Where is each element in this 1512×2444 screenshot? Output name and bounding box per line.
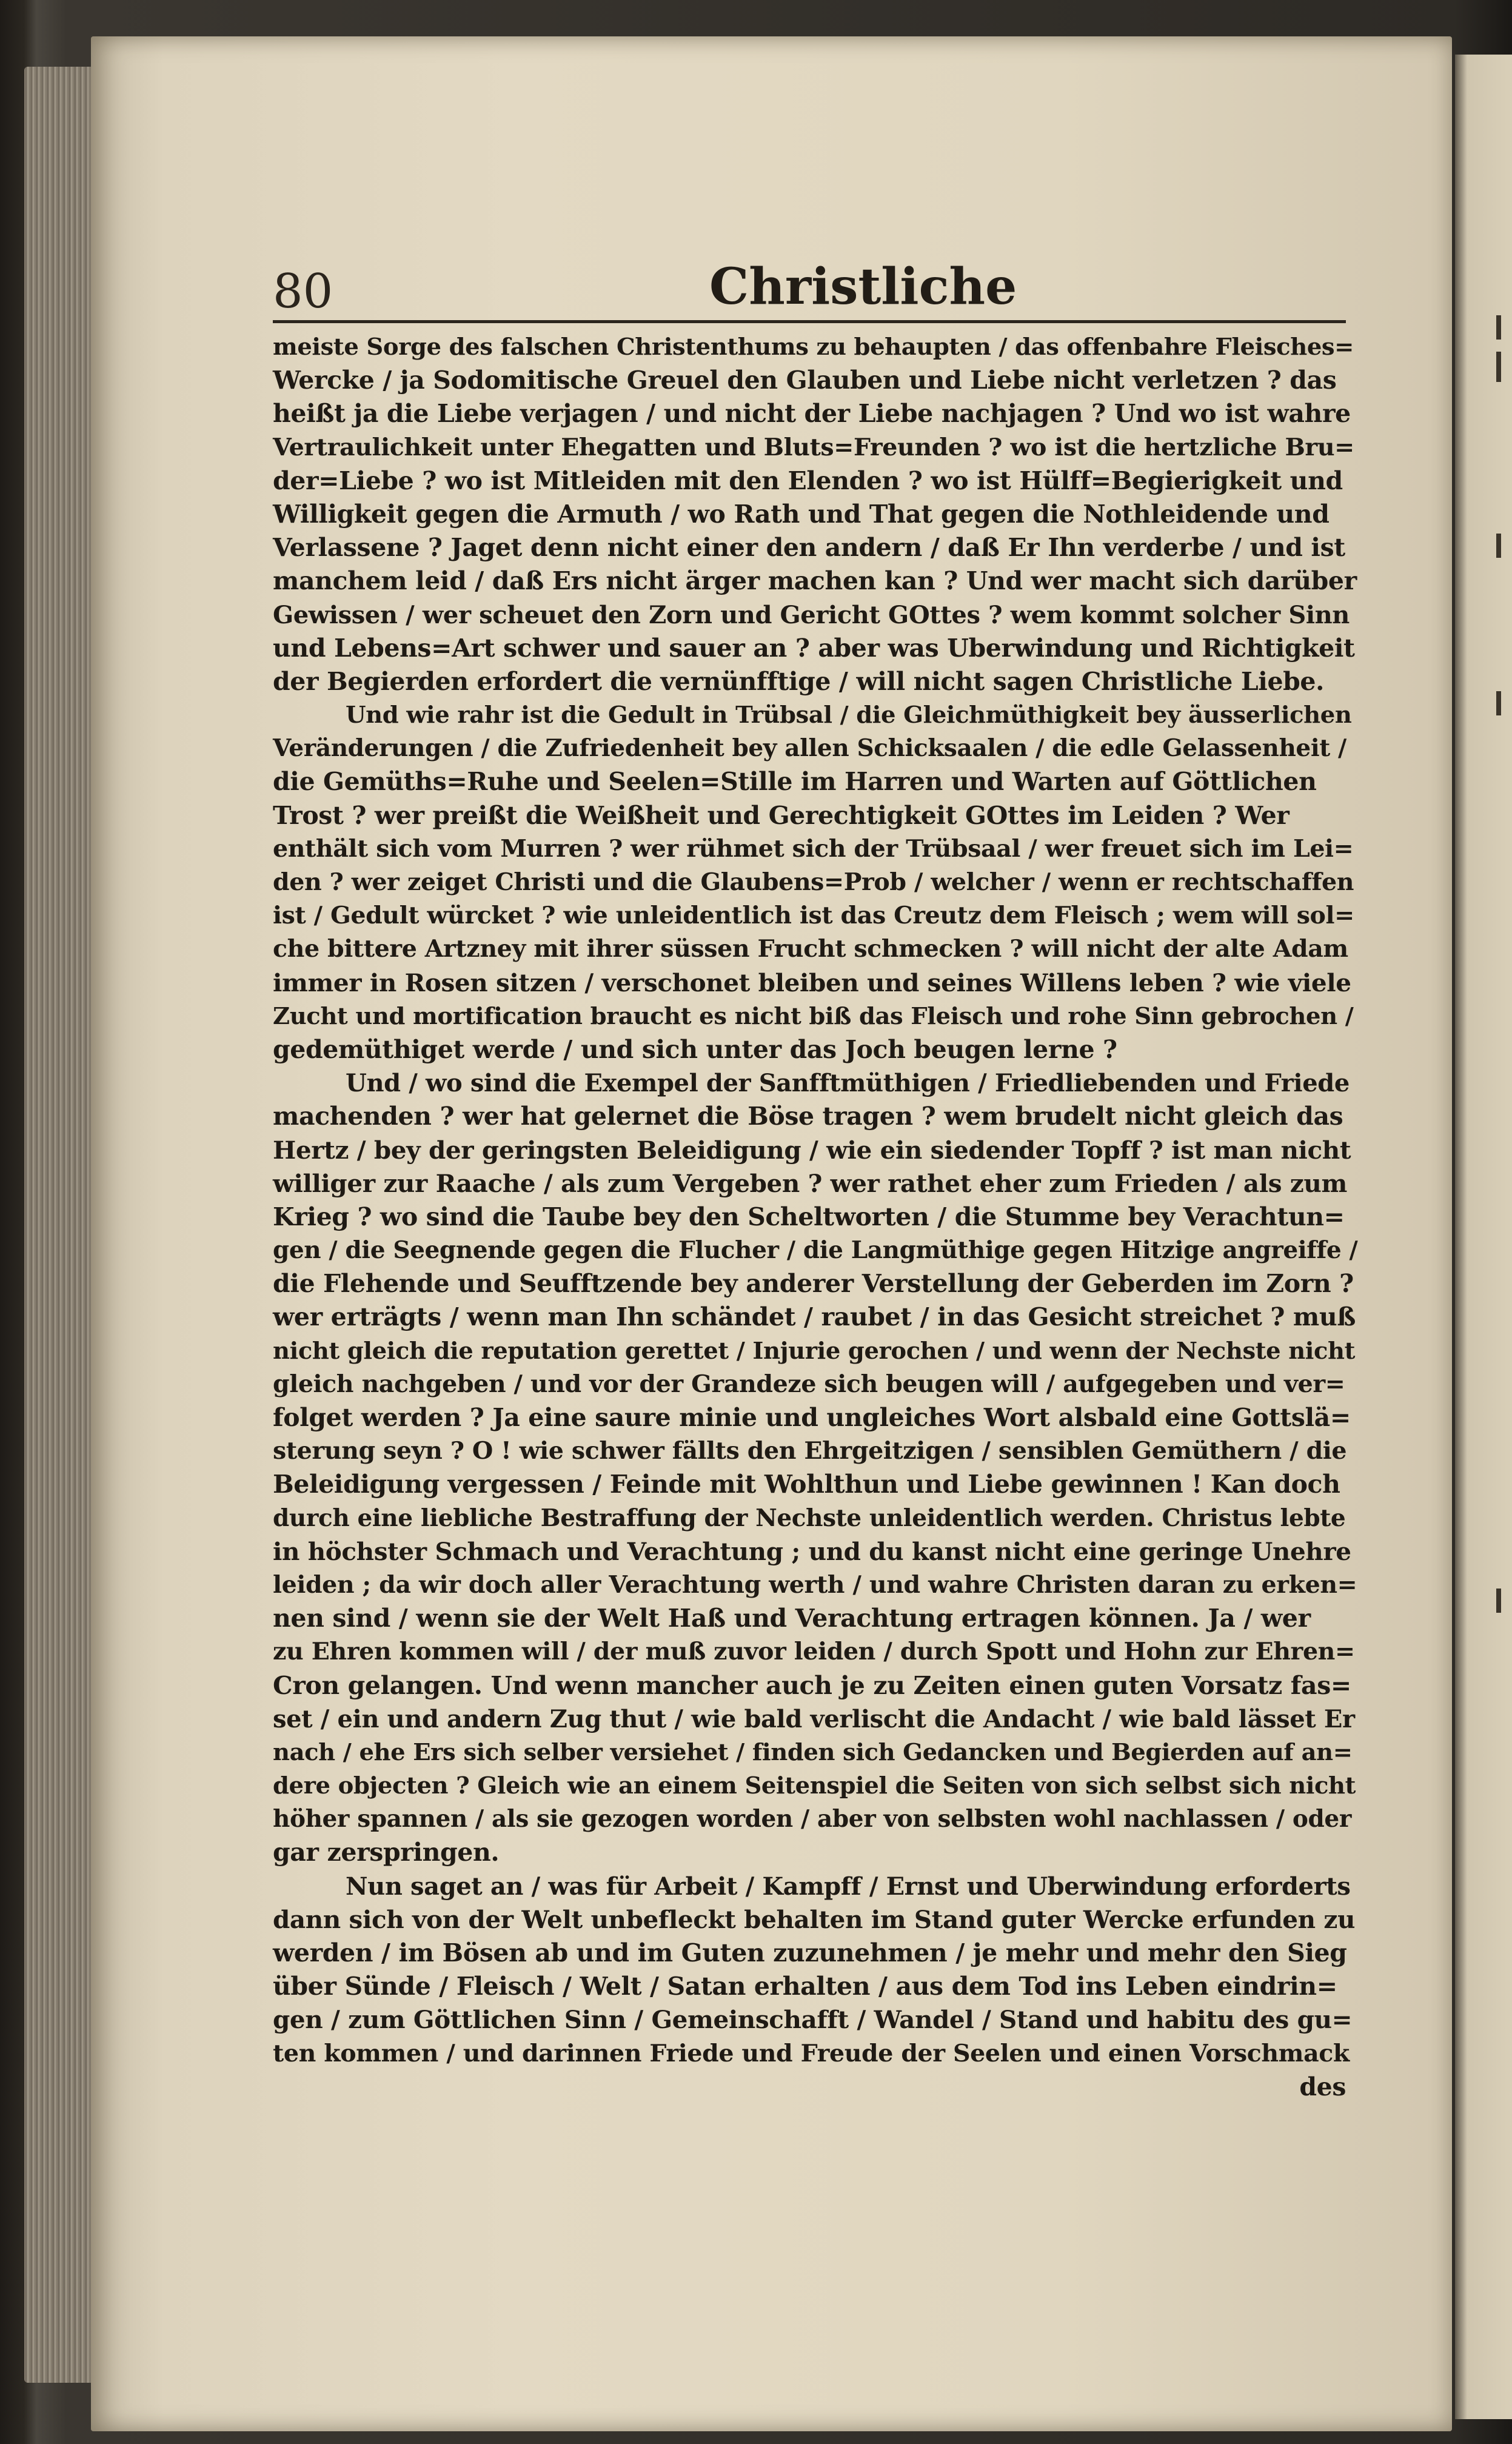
text-line: Krieg ? wo sind die Taube bey den Scheltworten / die Stumme bey Verachtun= (273, 1202, 1345, 1231)
text-line: ist / Gedult würcket ? wie unleidentlich ist das Creutz dem Fleisch ; wem will sol= (273, 902, 1354, 930)
paragraph-start-line: Und / wo sind die Exempel der Sanfftmüthigen / Friedliebenden und Friede (346, 1069, 1350, 1098)
text-line: Zucht und mortification braucht es nicht biß das Fleisch und rohe Sinn gebrochen / (273, 1002, 1354, 1030)
text-line: set / ein und andern Zug thut / wie bald verlischt die Andacht / wie bald lässet Er (273, 1704, 1355, 1733)
text-line: werden / im Bösen ab und im Guten zuzunehmen / je mehr und mehr den Sieg (273, 1938, 1347, 1967)
paragraph-start-line: Nun saget an / was für Arbeit / Kampff / Ernst und Uberwindung erforderts (346, 1872, 1351, 1901)
text-line: gar zerspringen. (273, 1838, 500, 1867)
text-line: gen / die Seegnende gegen die Flucher / die Langmüthige gegen Hitzige angreiffe / (273, 1236, 1358, 1265)
text-line: den ? wer zeiget Christi und die Glaubens=Prob / welcher / wenn er rechtschaffen (273, 868, 1354, 896)
text-line: Wercke / ja Sodomitische Greuel den Glauben und Liebe nicht verletzen ? das (273, 366, 1337, 395)
text-line: Vertraulichkeit unter Ehegatten und Bluts=Freunden ? wo ist die hertzliche Bru= (273, 433, 1354, 461)
text-line: heißt ja die Liebe verjagen / und nicht der Liebe nachjagen ? Und wo ist wahre (273, 399, 1351, 429)
text-line: immer in Rosen sitzen / verschonet bleiben und seines Willens leben ? wie viele (273, 968, 1351, 997)
text-line: Gewissen / wer scheuet den Zorn und Gericht GOttes ? wem kommt solcher Sinn (273, 600, 1350, 629)
text-line: dann sich von der Welt unbefleckt behalten im Stand guter Wercke erfunden zu (273, 1904, 1356, 1934)
text-line: gleich nachgeben / und vor der Grandeze sich beugen will / aufgegeben und ver= (273, 1370, 1345, 1398)
facing-page-mark (1496, 352, 1501, 382)
text-line: zu Ehren kommen will / der muß zuvor leiden / durch Spott und Hohn zur Ehren= (273, 1638, 1355, 1666)
header-rule (273, 320, 1346, 323)
text-line: wer erträgts / wenn man Ihn schändet / raubet / in das Gesicht streichet ? muß (273, 1302, 1356, 1332)
text-line: williger zur Raache / als zum Vergeben ? wer rathet eher zum Frieden / als zum (273, 1168, 1347, 1198)
book-page-edges (24, 67, 97, 2383)
text-line: ten kommen / und darinnen Friede und Freude der Seelen und einen Vorschmack (273, 2039, 1350, 2067)
text-line: der Begierden erfordert die vernünfftige / will nicht sagen Christliche Liebe. (273, 666, 1324, 696)
text-line: Hertz / bey der geringsten Beleidigung / wie ein siedender Topff ? ist man nicht (273, 1135, 1351, 1165)
text-line: Trost ? wer preißt die Weißheit und Gerechtigkeit GOttes im Leiden ? Wer (273, 800, 1290, 830)
text-line: durch eine liebliche Bestraffung der Nechste unleidentlich werden. Christus lebte (273, 1504, 1346, 1532)
running-head: Christliche (709, 258, 1017, 316)
text-line: höher spannen / als sie gezogen worden / aber von selbsten wohl nachlassen / oder (273, 1805, 1351, 1833)
text-line: dere objecten ? Gleich wie an einem Seitenspiel die Seiten von sich selbst sich nicht (273, 1772, 1356, 1800)
text-line: che bittere Artzney mit ihrer süssen Frucht schmecken ? will nicht der alte Adam (273, 935, 1348, 963)
text-line: Veränderungen / die Zufriedenheit bey allen Schicksaalen / die edle Gelassenheit / (273, 734, 1346, 763)
facing-page-edge (1455, 55, 1512, 2419)
page-number: 80 (273, 264, 333, 319)
text-line: gen / zum Göttlichen Sinn / Gemeinschafft / Wandel / Stand und habitu des gu= (273, 2005, 1353, 2035)
text-line: die Flehende und Seufftzende bey anderer Verstellung der Geberden im Zorn ? (273, 1269, 1354, 1299)
facing-page-mark (1496, 315, 1501, 340)
text-line: Willigkeit gegen die Armuth / wo Rath und That gegen die Nothleidende und (273, 499, 1330, 529)
text-line: machenden ? wer hat gelernet die Böse tragen ? wem brudelt nicht gleich das (273, 1102, 1343, 1131)
paragraph-start-line: Und wie rahr ist die Gedult in Trübsal / die Gleichmüthigkeit bey äusserlichen (346, 701, 1352, 729)
text-line: über Sünde / Fleisch / Welt / Satan erhalten / aus dem Tod ins Leben eindrin= (273, 1972, 1337, 2001)
facing-page-mark (1496, 1589, 1501, 1613)
text-line: enthält sich vom Murren ? wer rühmet sich der Trübsaal / wer freuet sich im Lei= (273, 834, 1354, 863)
facing-page-mark (1496, 691, 1501, 715)
text-line: der=Liebe ? wo ist Mitleiden mit den Elenden ? wo ist Hülff=Begierigkeit und (273, 466, 1343, 495)
text-line: Beleidigung vergessen / Feinde mit Wohlthun und Liebe gewinnen ! Kan doch (273, 1470, 1340, 1499)
text-line: nen sind / wenn sie der Welt Haß und Verachtung ertragen können. Ja / wer (273, 1604, 1311, 1633)
text-line: gedemüthiget werde / und sich unter das Joch beugen lerne ? (273, 1034, 1117, 1064)
facing-page-mark (1496, 534, 1501, 558)
text-line: Verlassene ? Jaget denn nicht einer den andern / daß Er Ihn verderbe / und ist (273, 533, 1345, 563)
text-line: folget werden ? Ja eine saure minie und ungleiches Wort alsbald eine Gottslä= (273, 1403, 1351, 1432)
text-line: sterung seyn ? O ! wie schwer fällts den Ehrgeitzigen / sensiblen Gemüthern / die (273, 1437, 1347, 1465)
text-line: leiden ; da wir doch aller Verachtung werth / und wahre Christen daran zu erken= (273, 1570, 1357, 1599)
text-line: in höchster Schmach und Verachtung ; und du kanst nicht eine geringe Unehre (273, 1536, 1351, 1566)
text-line: nicht gleich die reputation gerettet / Injurie gerochen / und wenn der Nechste nicht (273, 1337, 1356, 1365)
text-line: meiste Sorge des falschen Christenthums zu behaupten / das offenbahre Fleisches= (273, 333, 1354, 361)
text-line: manchem leid / daß Ers nicht ärger machen kan ? Und wer macht sich darüber (273, 566, 1357, 596)
body-text (273, 330, 1358, 2104)
text-line: Cron gelangen. Und wenn mancher auch je zu Zeiten einen guten Vorsatz fas= (273, 1670, 1351, 1700)
catchword: des (1299, 2072, 1346, 2101)
text-line: und Lebens=Art schwer und sauer an ? aber was Uberwindung und Richtigkeit (273, 633, 1355, 663)
text-line: die Gemüths=Ruhe und Seelen=Stille im Harren und Warten auf Göttlichen (273, 767, 1317, 797)
text-line: nach / ehe Ers sich selber versiehet / finden sich Gedancken und Begierden auf an= (273, 1738, 1353, 1766)
